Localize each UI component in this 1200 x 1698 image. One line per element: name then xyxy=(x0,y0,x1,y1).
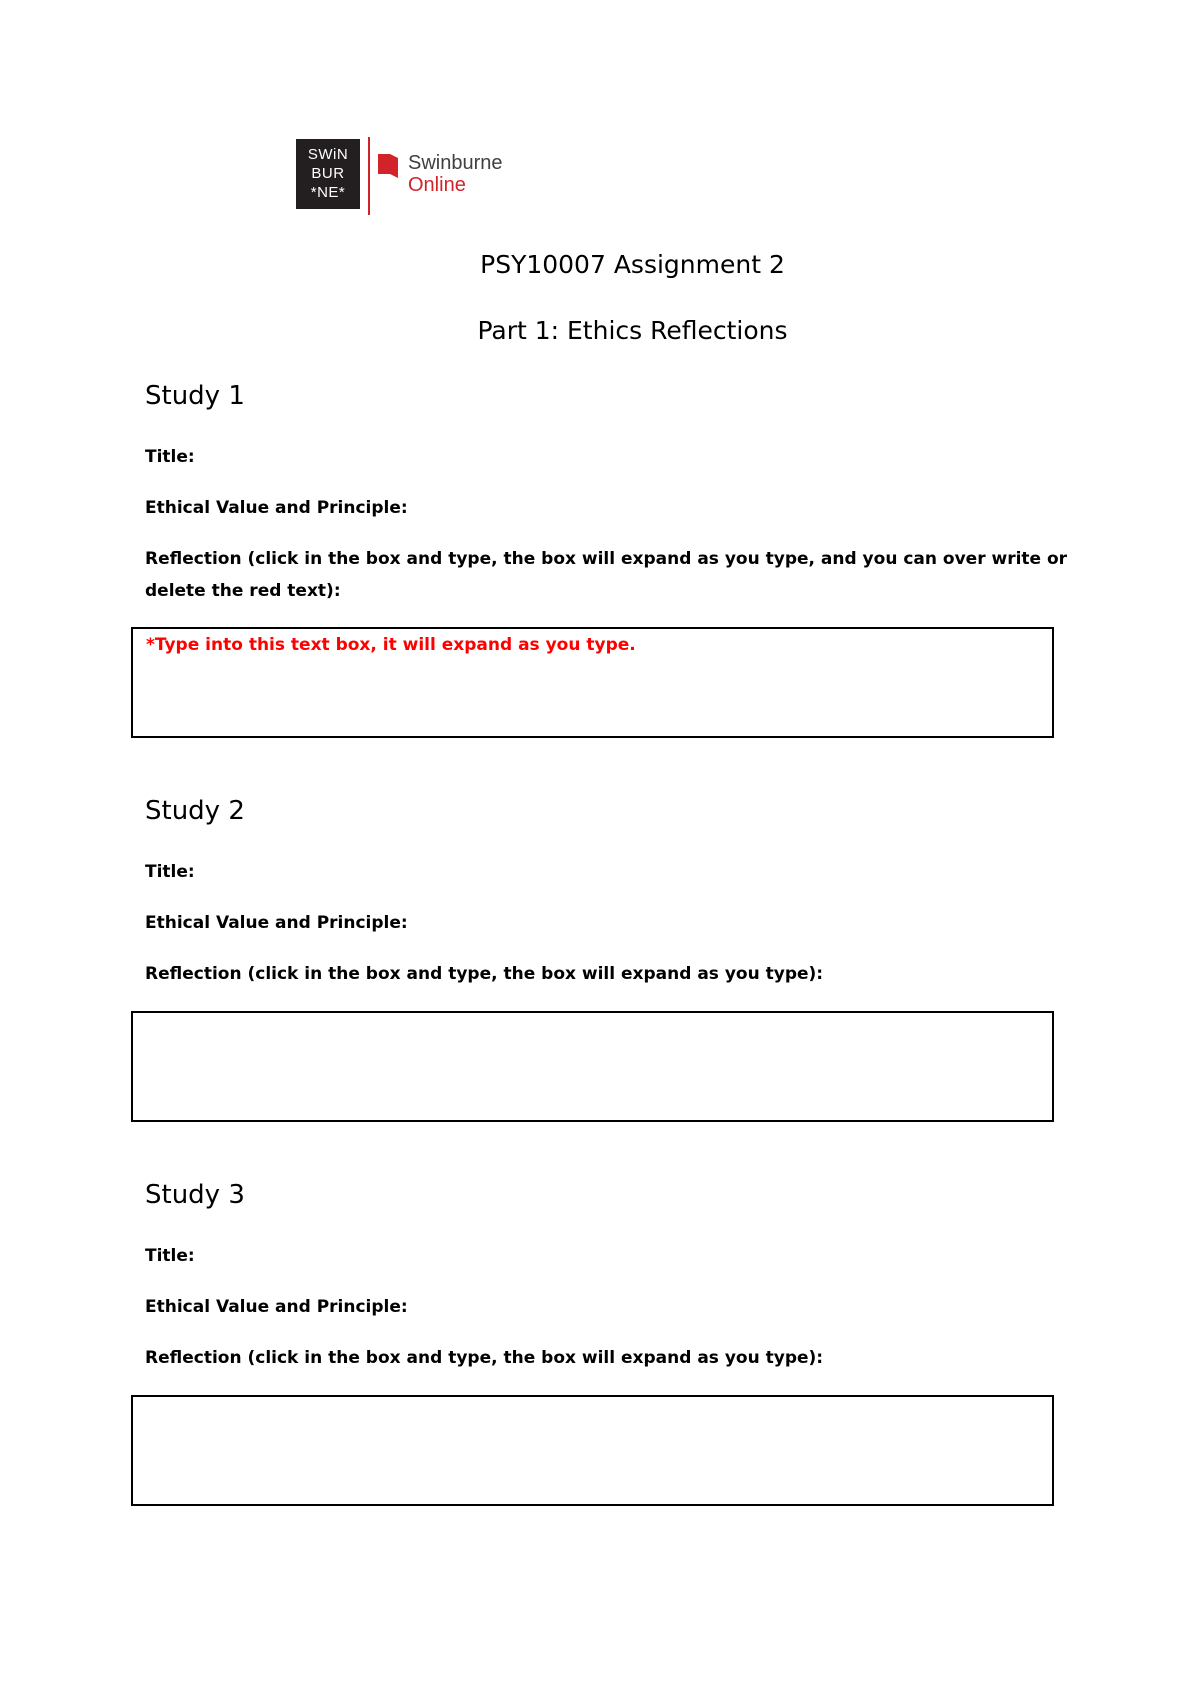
logo-wordmark-swinburne: Swinburne xyxy=(408,152,503,174)
study-3-reflection-box[interactable] xyxy=(131,1395,1054,1506)
logo-mark-line: *NE* xyxy=(310,184,346,201)
study-1-reflection-box[interactable] xyxy=(131,627,1054,738)
logo-mark-line: BUR xyxy=(311,165,345,182)
study-2-reflection-label: Reflection (click in the box and type, the box will expand as you type): xyxy=(145,964,824,984)
document-subtitle: Part 1: Ethics Reflections xyxy=(477,316,788,345)
logo-wordmark-online: Online xyxy=(408,174,466,196)
study-3-principle-label: Ethical Value and Principle: xyxy=(145,1297,408,1317)
study-3-heading: Study 3 xyxy=(145,1180,245,1210)
study-1-reflection-label: Reflection (click in the box and type, the box will expand as you type, and you can over write or delete the red text): xyxy=(145,549,1068,601)
logo-mark-line: SWiN xyxy=(307,146,349,163)
study-3-title-label: Title: xyxy=(145,1246,195,1266)
study-1-principle-label: Ethical Value and Principle: xyxy=(145,498,408,518)
book-icon xyxy=(376,152,400,180)
study-2-title-label: Title: xyxy=(145,862,195,882)
study-2-principle-label: Ethical Value and Principle: xyxy=(145,913,408,933)
study-2-reflection-box[interactable] xyxy=(131,1011,1054,1122)
swinburne-mark xyxy=(296,139,360,209)
swinburne-online-logo xyxy=(296,137,526,215)
study-1-heading: Study 1 xyxy=(145,381,245,411)
study-3-reflection-label: Reflection (click in the box and type, the box will expand as you type): xyxy=(145,1348,824,1368)
logo-divider xyxy=(368,137,370,215)
study-1-title-label: Title: xyxy=(145,447,195,467)
study-1-reflection-placeholder: *Type into this text box, it will expand as you type. xyxy=(146,635,636,655)
study-2-heading: Study 2 xyxy=(145,796,245,826)
document-title: PSY10007 Assignment 2 xyxy=(480,250,785,279)
